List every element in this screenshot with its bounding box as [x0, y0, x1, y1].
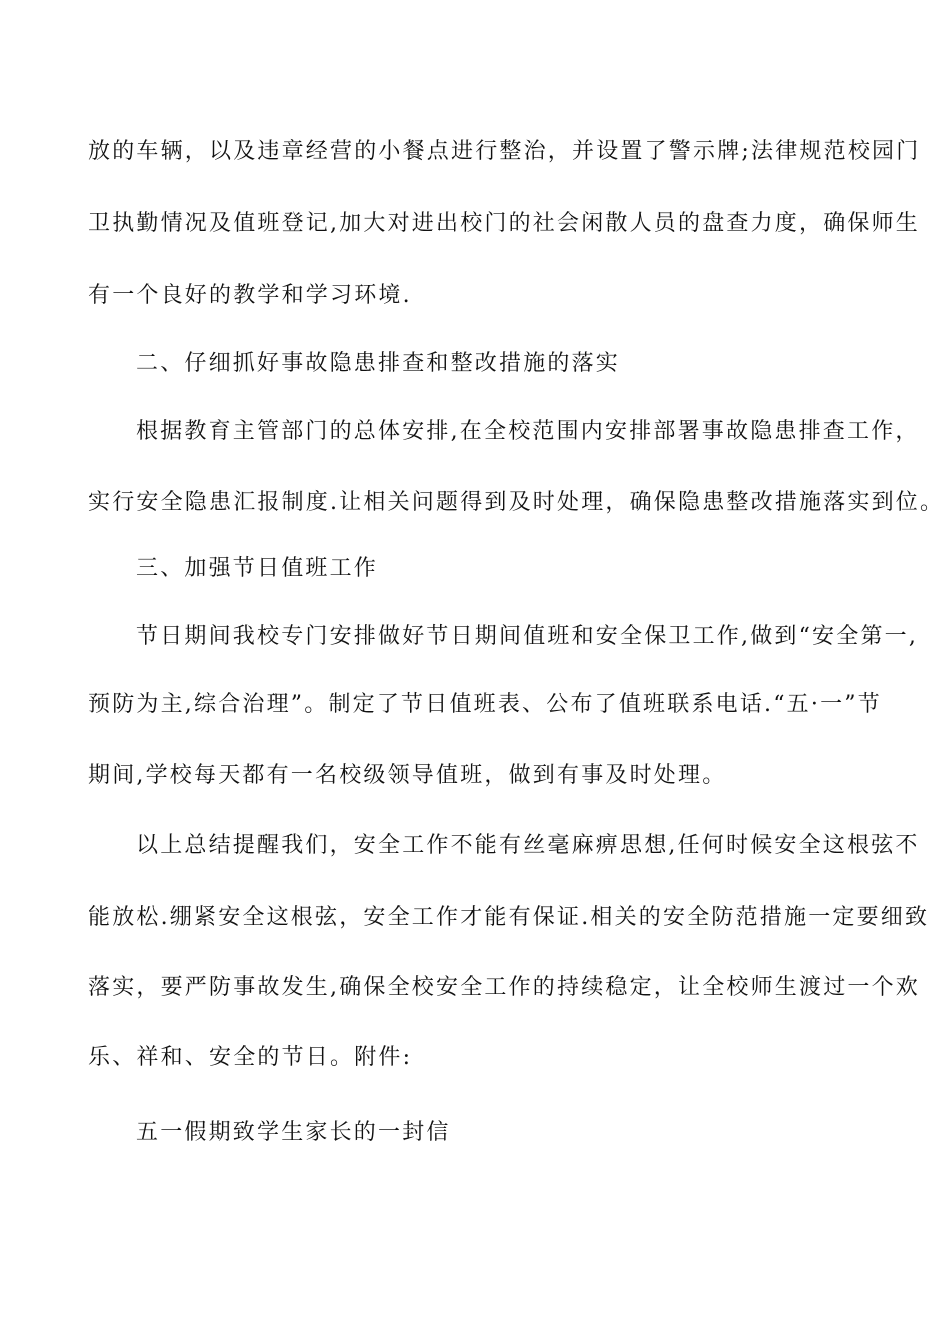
attachment-title: 五一假期致学生家长的一封信: [136, 1120, 451, 1145]
paragraph-line-9: 预防为主,综合治理”。制定了节日值班表、公布了值班联系电话.“五·一”节: [88, 692, 882, 717]
paragraph-line-6: 实行安全隐患汇报制度.让相关问题得到及时处理，确保隐患整改措施落实到位。: [88, 490, 945, 515]
paragraph-line-2: 卫执勤情况及值班登记,加大对进出校门的社会闲散人员的盘查力度，确保师生: [88, 211, 920, 236]
paragraph-line-13: 落实，要严防事故发生,确保全校安全工作的持续稳定，让全校师生渡过一个欢: [88, 975, 920, 1000]
paragraph-line-14: 乐、祥和、安全的节日。附件:: [88, 1045, 413, 1070]
paragraph-line-3: 有一个良好的教学和学习环境.: [88, 283, 412, 308]
paragraph-line-12: 能放松.绷紧安全这根弦，安全工作才能有保证.相关的安全防范措施一定要细致: [88, 905, 930, 930]
paragraph-line-8: 节日期间我校专门安排做好节日期间值班和安全保卫工作,做到“安全第一,: [136, 624, 919, 649]
paragraph-line-11: 以上总结提醒我们，安全工作不能有丝毫麻痹思想,任何时候安全这根弦不: [136, 833, 920, 858]
paragraph-line-10: 期间,学校每天都有一名校级领导值班，做到有事及时处理。: [88, 763, 727, 788]
paragraph-line-5: 根据教育主管部门的总体安排,在全校范围内安排部署事故隐患排查工作，: [136, 419, 920, 444]
section-heading-2: 二、仔细抓好事故隐患排查和整改措施的落实: [136, 351, 621, 376]
paragraph-line-1: 放的车辆，以及违章经营的小餐点进行整治，并设置了警示牌;法律规范校园门: [88, 139, 921, 164]
section-heading-3: 三、加强节日值班工作: [136, 556, 379, 581]
